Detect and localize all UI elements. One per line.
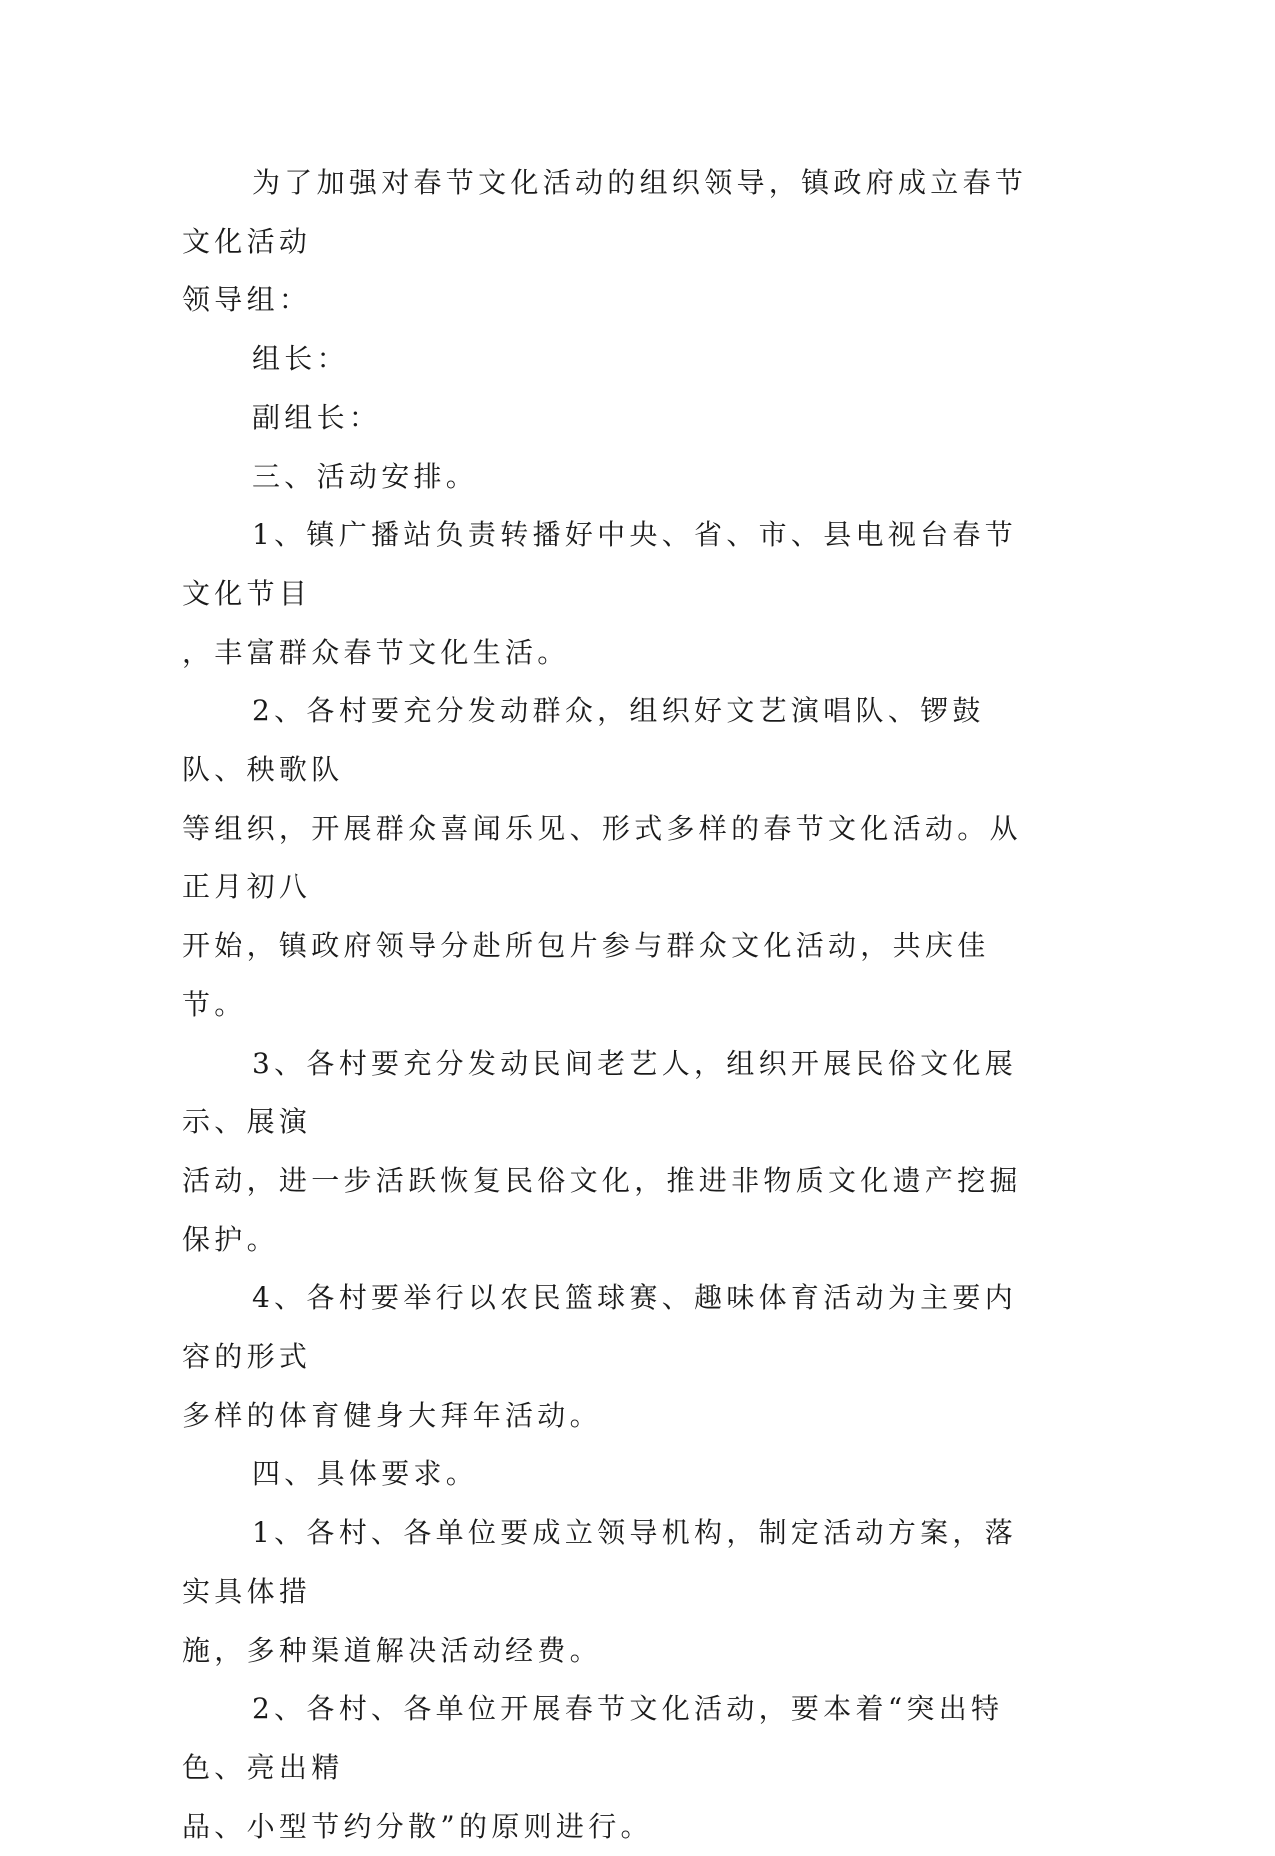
line: 为了加强对春节文化活动的组织领导，镇政府成立春节文化活动 [182, 166, 1028, 258]
paragraph-group-leader [182, 330, 1038, 389]
line: 3、各村要充分发动民间老艺人，组织开展民俗文化展示、展演 [182, 1046, 1018, 1139]
paragraph-item-broadcast [182, 506, 1038, 682]
line: 活动，进一步活跃恢复民俗文化，推进非物质文化遗产挖掘保护。 [182, 1163, 1022, 1256]
section-heading-activity-arrangement [182, 448, 1038, 507]
paragraph-item-folk-artists [182, 1035, 1038, 1270]
paragraph-deputy-leader [182, 389, 1038, 448]
line: 施，多种渠道解决活动经费。 [182, 1633, 602, 1667]
line: 多样的体育健身大拜年活动。 [182, 1398, 602, 1432]
paragraph-item-mobilize-masses [182, 682, 1038, 1034]
line: 品、小型节约分散”的原则进行。 [182, 1809, 653, 1843]
paragraph-item-sports [182, 1269, 1038, 1445]
line: 领导组： [182, 283, 312, 317]
document-page [182, 154, 1038, 1856]
heading-text: 三、活动安排。 [252, 459, 479, 493]
paragraph-item-principles [182, 1680, 1038, 1856]
line: 副组长： [252, 400, 382, 434]
line: 1、镇广播站负责转播好中央、省、市、县电视台春节文化节目 [182, 518, 1018, 610]
line: ，丰富群众春节文化生活。 [182, 635, 570, 669]
paragraph-leadership-group [182, 154, 1038, 330]
line: 2、各村、各单位开展春节文化活动，要本着“突出特色、亮出精 [182, 1692, 1004, 1784]
line: 4、各村要举行以农民篮球赛、趣味体育活动为主要内容的形式 [182, 1281, 1018, 1374]
line: 2、各村要充分发动群众，组织好文艺演唱队、锣鼓队、秧歌队 [182, 694, 985, 787]
heading-text: 四、具体要求。 [252, 1457, 479, 1491]
section-heading-specific-requirements [182, 1445, 1038, 1504]
line: 等组织，开展群众喜闻乐见、形式多样的春节文化活动。从正月初八 [182, 811, 1022, 904]
line: 1、各村、各单位要成立领导机构，制定活动方案，落实具体措 [182, 1516, 1018, 1608]
paragraph-item-leadership-bodies [182, 1504, 1038, 1680]
line: 组长： [252, 342, 349, 376]
line: 开始，镇政府领导分赴所包片参与群众文化活动，共庆佳节。 [182, 929, 990, 1021]
